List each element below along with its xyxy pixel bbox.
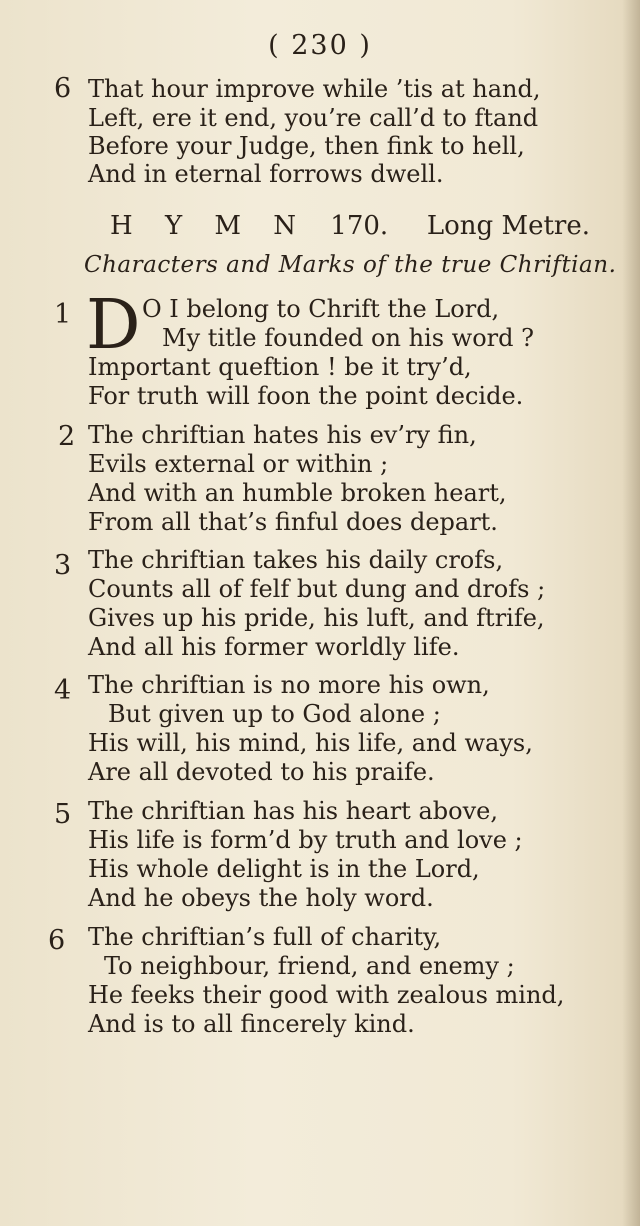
verse-line: O I belong to Chrift the Lord, [142,295,500,323]
verse-number: 4 [54,675,72,706]
verse-line: And with an humble broken heart, [88,479,507,507]
verse-line: Evils external or within ; [88,450,389,478]
stanza-line: And in eternal forrows dwell. [88,160,444,188]
verse-number: 2 [58,421,76,452]
verse-line: The chriftian’s full of charity, [88,923,442,951]
stanza-number: 6 [54,73,72,104]
verse-line: But given up to God alone ; [108,700,441,728]
verse-line: The chriftian is no more his own, [88,671,490,699]
verse-number: 6 [48,925,66,956]
verse-line: The chriftian has his heart above, [88,797,498,825]
hymn-number: 170. [330,211,389,241]
verse-line: And is to all fincerely kind. [88,1010,415,1038]
hymn-title [110,210,590,242]
hymn-subtitle: Characters and Marks of the true Chriftian. [84,252,617,278]
verse-line: Gives up his pride, his luft, and ftrife, [88,604,545,632]
verse-line: The chriftian hates his ev’ry fin, [88,421,477,449]
verse-line: His whole delight is in the Lord, [88,855,480,883]
verse-number: 3 [54,550,72,581]
hymn-label: H Y M N [110,211,309,241]
stanza-line: Before your Judge, then fink to hell, [88,132,525,160]
verse-line: His will, his mind, his life, and ways, [88,729,533,757]
verse-line: From all that’s finful does depart. [88,508,498,536]
page-number: ( 230 ) [268,30,372,61]
verse-number: 5 [54,799,72,830]
verse-line: My title founded on his word ? [162,324,534,352]
verse-line: For truth will foon the point decide. [88,382,524,410]
hymn-metre: Long Metre. [426,211,590,241]
stanza-line: Left, ere it end, you’re call’d to ftand [88,104,539,132]
verse-line: And he obeys the holy word. [88,884,434,912]
stanza-line: That hour improve while ’tis at hand, [88,75,541,103]
verse-line: Counts all of felf but dung and drofs ; [88,575,546,603]
verse-line: Are all devoted to his praife. [88,758,435,786]
page-spine-shadow [622,0,640,1226]
verse-line: He feeks their good with zealous mind, [88,981,565,1009]
verse-number: 1 [54,299,72,330]
drop-cap: D [86,286,141,365]
verse-line: Important queftion ! be it try’d, [88,353,472,381]
verse-line: To neighbour, friend, and enemy ; [104,952,515,980]
verse-line: His life is form’d by truth and love ; [88,826,523,854]
verse-line: The chriftian takes his daily crofs, [88,546,504,574]
verse-line: And all his former worldly life. [88,633,460,661]
